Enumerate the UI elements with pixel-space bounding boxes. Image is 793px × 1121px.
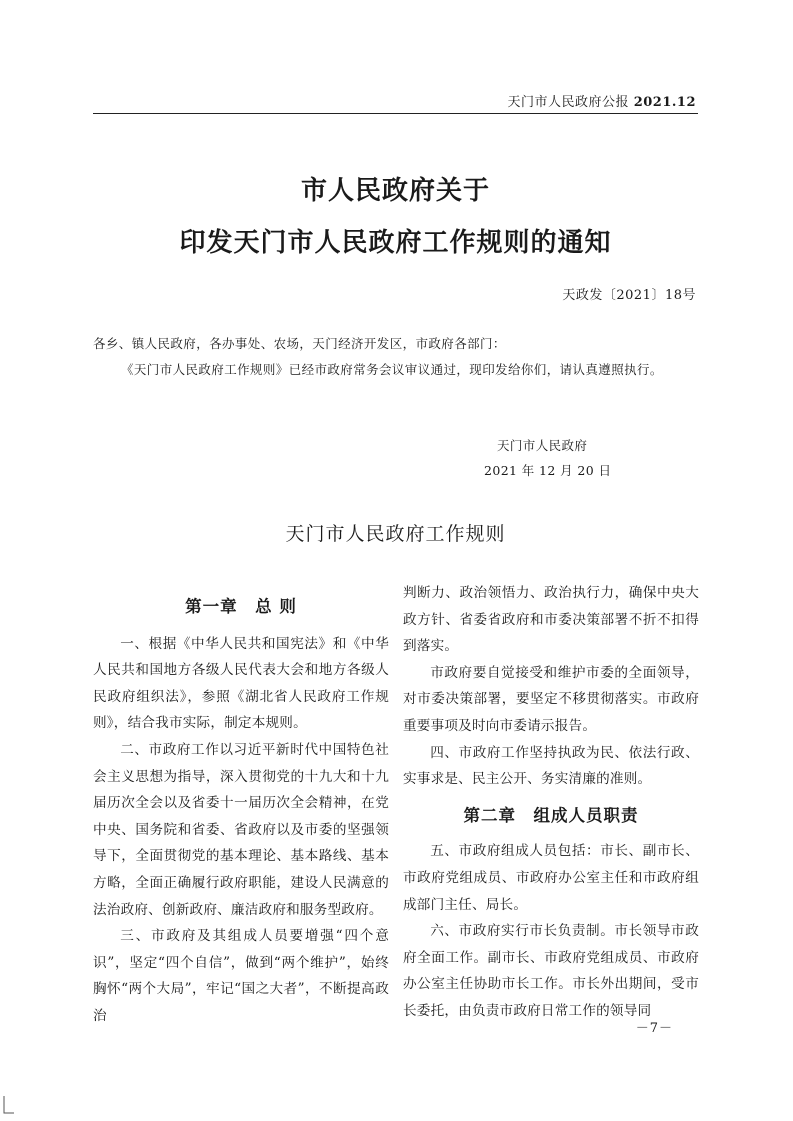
article-paragraph: 二、市政府工作以习近平新时代中国特色社会主义思想为指导，深入贯彻党的十九大和十九届历次全会以及省委十一届历次全会精神，在党中央、国务院和省委、省政府以及市委的坚强领导下，全面贯彻党的基本理论、基本路线、基本方略，全面正确履行政府职能，建设人民满意的法治政府、创新政府、廉洁政府和服务型政府。	[93, 741, 389, 918]
notice-title-line2: 印发天门市人民政府工作规则的通知	[179, 228, 612, 258]
document-number: 天政发〔2021〕18号	[562, 288, 696, 303]
issuing-authority: 天门市人民政府	[497, 438, 588, 453]
article-paragraph: 四、市政府工作坚持执政为民、依法行政、实事求是、民主公开、务实清廉的准则。	[403, 744, 699, 788]
article-paragraph: 市政府要自觉接受和维护市委的全面领导，对市委决策部署，要坚定不移贯彻落实。市政府重要事项及时向市委请示报告。	[403, 664, 699, 734]
rules-title: 天门市人民政府工作规则	[285, 523, 506, 545]
publication-name: 天门市人民政府公报	[507, 95, 630, 110]
header-divider	[93, 113, 698, 114]
issue-number: 2021.12	[633, 95, 696, 110]
issue-date: 2021 年 12 月 20 日	[484, 463, 612, 478]
notice-title-line1: 市人民政府关于	[300, 176, 490, 206]
article-paragraph: 六、市政府实行市长负责制。市长领导市政府全面工作。副市长、市政府党组成员、市政府办公室主任协助市长工作。市长外出期间，受市长委托，由负责市政府日常工作的领导同	[403, 923, 699, 1019]
running-header	[508, 91, 696, 110]
article-paragraph: 三、市政府及其组成人员要增强“四个意识”，坚定“四个自信”，做到“两个维护”，始终胸怀“两个大局”，牢记“国之大者”，不断提高政治	[93, 928, 389, 1024]
article-paragraph-continued: 判断力、政治领悟力、政治执行力，确保中央大政方针、省委省政府和市委决策部署不折不扣得到落实。	[403, 585, 699, 655]
article-paragraph: 一、根据《中华人民共和国宪法》和《中华人民共和国地方各级人民代表大会和地方各级人民政府组织法》，参照《湖北省人民政府工作规则》，结合我市实际，制定本规则。	[93, 635, 389, 732]
chapter-heading: 第二章 组成人员职责	[463, 805, 639, 825]
right-column	[403, 580, 699, 1025]
addressee: 各乡、镇人民政府，各办事处、农场，天门经济开发区，市政府各部门：	[93, 336, 506, 351]
left-column	[93, 594, 389, 1030]
article-paragraph: 五、市政府组成人员包括：市长、副市长、市政府党组成员、市政府办公室主任和市政府组成部门主任、局长。	[403, 843, 699, 913]
crop-mark	[3, 1096, 15, 1114]
chapter-heading: 第一章 总 则	[185, 597, 297, 616]
notice-body: 《天门市人民政府工作规则》已经市政府常务会议审议通过，现印发给你们，请认真遵照执行。	[121, 362, 663, 377]
page-number: －7－	[635, 1021, 673, 1036]
